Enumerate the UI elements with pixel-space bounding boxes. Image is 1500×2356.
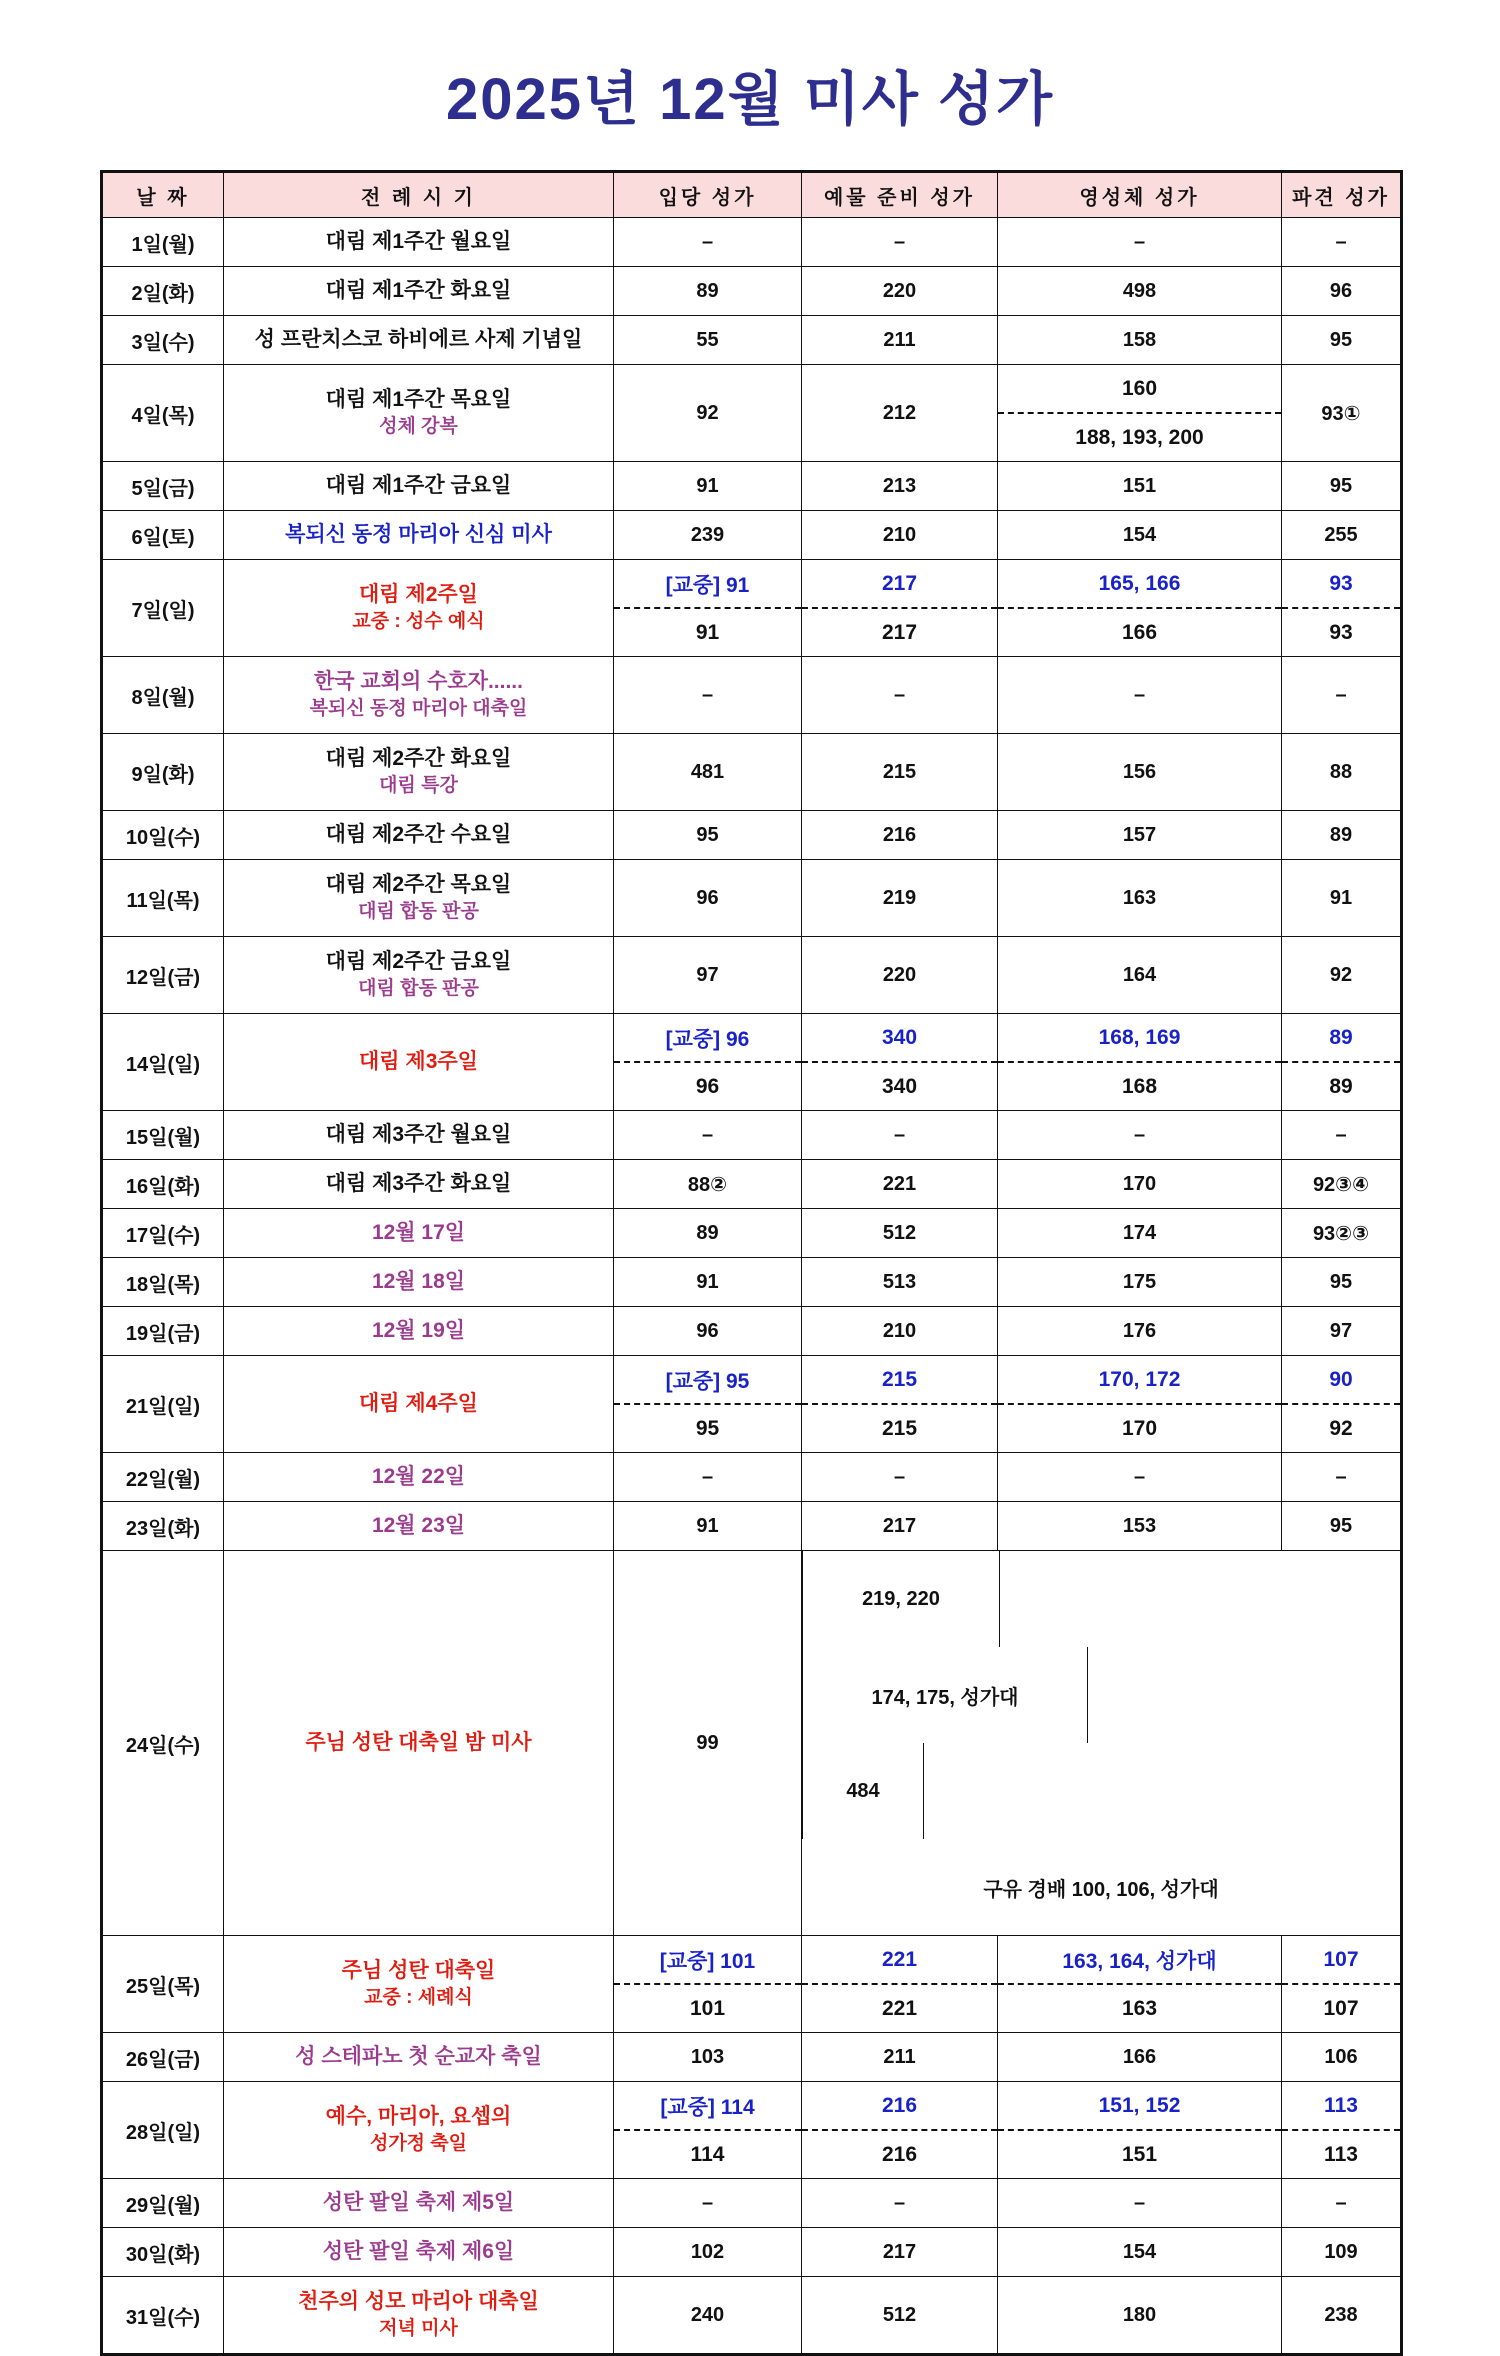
cell-date: 14일(일) [102, 1014, 224, 1111]
cell-liturgical-season [224, 1307, 614, 1356]
cell-entrance-hymn [614, 560, 802, 657]
season-main-text: 예수, 마리아, 요셉의 [325, 2105, 512, 2128]
cell-dismissal-hymn: – [1282, 2179, 1402, 2228]
season-main-text: 주님 성탄 대축일 밤 미사 [305, 1731, 532, 1755]
cell-entrance-hymn: 97 [614, 937, 802, 1014]
cell-dismissal-hymn: – [1282, 218, 1402, 267]
table-row [102, 937, 1402, 1014]
cell-liturgical-season [224, 657, 614, 734]
cell-communion-hymn: 170 [998, 1160, 1282, 1209]
cell-communion-hymn: 154 [998, 511, 1282, 560]
cell-date: 15일(월) [102, 1111, 224, 1160]
cell-dismissal-hymn [1282, 1936, 1402, 2033]
cell-entrance-hymn-main-mass: [교중] 91 [614, 560, 801, 609]
cell-communion-hymn: 174 [998, 1209, 1282, 1258]
cell-liturgical-season [224, 1551, 614, 1936]
cell-liturgical-season [224, 511, 614, 560]
cell-christmas-eve-group [802, 1551, 1402, 1936]
cell-communion-hymn: 157 [998, 811, 1282, 860]
table-row [102, 1356, 1402, 1453]
season-main-text: 대림 제3주일 [359, 1050, 478, 1074]
table-row [102, 1160, 1402, 1209]
cell-entrance-hymn: 103 [614, 2033, 802, 2082]
season-sub-text: 복되신 동정 마리아 대축일 [309, 698, 528, 720]
cell-liturgical-season [224, 2082, 614, 2179]
cell-date: 30일(화) [102, 2228, 224, 2277]
cell-date: 18일(목) [102, 1258, 224, 1307]
cell-dismissal-hymn: 95 [1282, 1258, 1402, 1307]
season-sub-text: 교중 : 성수 예식 [352, 611, 485, 633]
season-main-text: 대림 제3주간 월요일 [325, 1123, 512, 1147]
table-row [102, 1453, 1402, 1502]
cell-dismissal-hymn: – [1282, 657, 1402, 734]
cell-entrance-hymn: 55 [614, 316, 802, 365]
cell-offertory-hymn: 210 [802, 1307, 998, 1356]
cell-dismissal-hymn: 484 [802, 1743, 924, 1839]
table-row [102, 1258, 1402, 1307]
cell-offertory-hymn: 210 [802, 511, 998, 560]
cell-liturgical-season [224, 560, 614, 657]
cell-communion-hymn: – [998, 657, 1282, 734]
cell-communion-hymn: 153 [998, 1502, 1282, 1551]
cell-date: 12일(금) [102, 937, 224, 1014]
cell-communion-hymn: 156 [998, 734, 1282, 811]
cell-entrance-hymn: 88② [614, 1160, 802, 1209]
table-row [102, 1014, 1402, 1111]
cell-dismissal-hymn: 255 [1282, 511, 1402, 560]
cell-liturgical-season [224, 1356, 614, 1453]
cell-communion-hymn: 154 [998, 2228, 1282, 2277]
cell-communion-hymn: – [998, 1111, 1282, 1160]
cell-entrance-hymn [614, 1014, 802, 1111]
cell-dismissal-hymn: 106 [1282, 2033, 1402, 2082]
cell-dismissal-hymn: 91 [1282, 860, 1402, 937]
cell-offertory-hymn [802, 1014, 998, 1111]
cell-entrance-hymn: – [614, 2179, 802, 2228]
season-main-text: 대림 제2주일 [359, 583, 478, 606]
cell-offertory-hymn: – [802, 218, 998, 267]
cell-liturgical-season [224, 1111, 614, 1160]
cell-liturgical-season [224, 267, 614, 316]
cell-liturgical-season [224, 1209, 614, 1258]
cell-entrance-hymn-other-mass: 96 [695, 1074, 720, 1098]
cell-offertory-hymn: – [802, 657, 998, 734]
season-sub-text: 저녁 미사 [379, 2318, 458, 2340]
cell-communion-hymn-other-mass: 168 [1121, 1074, 1158, 1098]
cell-communion-hymn: 176 [998, 1307, 1282, 1356]
cell-dismissal-hymn-main-mass: 93 [1282, 560, 1400, 609]
cell-dismissal-hymn [1282, 560, 1402, 657]
cell-entrance-hymn [614, 1936, 802, 2033]
table-row [102, 860, 1402, 937]
cell-offertory-hymn: 512 [802, 1209, 998, 1258]
cell-date: 7일(일) [102, 560, 224, 657]
cell-dismissal-hymn-main-mass: 107 [1282, 1936, 1400, 1985]
table-row [102, 1111, 1402, 1160]
cell-entrance-hymn: – [614, 1453, 802, 1502]
cell-offertory-hymn: 219 [802, 860, 998, 937]
cell-dismissal-hymn [1282, 1014, 1402, 1111]
cell-date: 4일(목) [102, 365, 224, 462]
cell-entrance-hymn: – [614, 218, 802, 267]
cell-offertory-hymn [802, 560, 998, 657]
cell-dismissal-hymn: 95 [1282, 462, 1402, 511]
cell-offertory-hymn [802, 1936, 998, 2033]
cell-entrance-hymn: 91 [614, 462, 802, 511]
season-sub-text: 성가정 축일 [369, 2133, 468, 2155]
cell-communion-hymn: 164 [998, 937, 1282, 1014]
cell-offertory-hymn: 211 [802, 2033, 998, 2082]
season-main-text: 12월 19일 [371, 1319, 466, 1343]
cell-dismissal-hymn-other-mass: 93 [1329, 620, 1353, 644]
cell-entrance-hymn: 481 [614, 734, 802, 811]
cell-date: 29일(월) [102, 2179, 224, 2228]
cell-offertory-hymn: – [802, 1453, 998, 1502]
cell-offertory-hymn: 217 [802, 1502, 998, 1551]
table-row [102, 2033, 1402, 2082]
table-row [102, 365, 1402, 462]
season-main-text: 대림 제2주간 목요일 [325, 873, 512, 896]
cell-liturgical-season [224, 1936, 614, 2033]
cell-date: 8일(월) [102, 657, 224, 734]
cell-date: 21일(일) [102, 1356, 224, 1453]
cell-dismissal-hymn: – [1282, 1111, 1402, 1160]
cell-communion-hymn: 175 [998, 1258, 1282, 1307]
cell-entrance-hymn: – [614, 1111, 802, 1160]
cell-communion-hymn-main-mass: 170, 172 [998, 1356, 1281, 1405]
season-main-text: 대림 제1주간 금요일 [325, 474, 512, 498]
cell-entrance-hymn-main-mass: [교중] 101 [614, 1936, 801, 1985]
cell-dismissal-hymn: 238 [1282, 2277, 1402, 2355]
column-header-entrance: 입당 성가 [614, 172, 802, 218]
season-sub-text: 대림 특강 [379, 775, 458, 797]
cell-entrance-hymn-other-mass: 114 [690, 2142, 725, 2166]
cell-liturgical-season [224, 218, 614, 267]
table-body [102, 218, 1402, 2355]
cell-date: 31일(수) [102, 2277, 224, 2355]
cell-communion-hymn: – [998, 1453, 1282, 1502]
season-main-text: 성 스테파노 첫 순교자 축일 [295, 2045, 542, 2069]
cell-date: 16일(화) [102, 1160, 224, 1209]
cell-offertory-hymn-main-mass: 340 [802, 1014, 997, 1063]
cell-dismissal-hymn: 93②③ [1282, 1209, 1402, 1258]
cell-communion-hymn [998, 2082, 1282, 2179]
table-row [102, 2179, 1402, 2228]
cell-dismissal-hymn: 93① [1282, 365, 1402, 462]
cell-offertory-hymn-other-mass: 216 [881, 2142, 918, 2166]
cell-communion-hymn [998, 560, 1282, 657]
season-main-text: 12월 22일 [371, 1465, 466, 1489]
season-main-text: 대림 제3주간 화요일 [325, 1172, 512, 1196]
cell-liturgical-season [224, 1014, 614, 1111]
cell-offertory-hymn: 220 [802, 937, 998, 1014]
cell-liturgical-season [224, 937, 614, 1014]
cell-date: 24일(수) [102, 1551, 224, 1936]
cell-offertory-hymn: – [802, 1111, 998, 1160]
cell-liturgical-season [224, 462, 614, 511]
cell-dismissal-hymn: 95 [1282, 316, 1402, 365]
cell-dismissal-hymn: – [1282, 1453, 1402, 1502]
cell-date: 2일(화) [102, 267, 224, 316]
cell-communion-hymn: 180 [998, 2277, 1282, 2355]
cell-dismissal-hymn: 96 [1282, 267, 1402, 316]
cell-dismissal-hymn: 95 [1282, 1502, 1402, 1551]
cell-communion-hymn: – [998, 218, 1282, 267]
table-row [102, 1209, 1402, 1258]
cell-liturgical-season [224, 734, 614, 811]
season-main-text: 한국 교회의 수호자...... [314, 670, 523, 693]
cell-communion-hymn-other-mass: 151 [1121, 2142, 1158, 2166]
cell-communion-hymn: – [998, 2179, 1282, 2228]
cell-liturgical-season [224, 2228, 614, 2277]
season-main-text: 대림 제2주간 수요일 [325, 823, 512, 847]
cell-liturgical-season [224, 1258, 614, 1307]
table-row [102, 811, 1402, 860]
cell-offertory-hymn: 213 [802, 462, 998, 511]
cell-dismissal-hymn [1282, 1356, 1402, 1453]
cell-communion-hymn [998, 1356, 1282, 1453]
cell-communion-hymn [998, 365, 1282, 462]
table-row [102, 1502, 1402, 1551]
cell-offertory-hymn: 212 [802, 365, 998, 462]
cell-date: 11일(목) [102, 860, 224, 937]
season-sub-text: 성체 강복 [379, 416, 458, 438]
cell-dismissal-hymn: 88 [1282, 734, 1402, 811]
cell-offertory-hymn: 221 [802, 1160, 998, 1209]
season-main-text: 성 프란치스코 하비에르 사제 기념일 [254, 328, 583, 352]
cell-date: 5일(금) [102, 462, 224, 511]
cell-offertory-hymn-main-mass: 215 [802, 1356, 997, 1405]
cell-entrance-hymn [614, 1356, 802, 1453]
cell-entrance-hymn-main-mass: [교중] 114 [614, 2082, 801, 2131]
cell-communion-hymn-main: 160 [998, 365, 1281, 414]
cell-date: 22일(월) [102, 1453, 224, 1502]
cell-entrance-hymn: 96 [614, 1307, 802, 1356]
season-main-text: 12월 17일 [371, 1221, 466, 1245]
season-main-text: 12월 18일 [371, 1270, 466, 1294]
cell-liturgical-season [224, 811, 614, 860]
cell-date: 17일(수) [102, 1209, 224, 1258]
cell-offertory-hymn: 220 [802, 267, 998, 316]
season-main-text: 성탄 팔일 축제 제6일 [322, 2240, 515, 2264]
cell-entrance-hymn: 89 [614, 1209, 802, 1258]
cell-entrance-hymn: 239 [614, 511, 802, 560]
cell-entrance-hymn: 95 [614, 811, 802, 860]
cell-liturgical-season [224, 2277, 614, 2355]
cell-communion-hymn-other-mass: 170 [1121, 1416, 1158, 1440]
cell-offertory-hymn-other-mass: 215 [881, 1416, 918, 1440]
cell-communion-hymn-main-mass: 168, 169 [998, 1014, 1281, 1063]
cell-offertory-hymn: 215 [802, 734, 998, 811]
cell-offertory-hymn [802, 1356, 998, 1453]
column-header-dismissal: 파견 성가 [1282, 172, 1402, 218]
cell-dismissal-hymn-other-mass: 92 [1329, 1416, 1353, 1440]
cell-offertory-hymn: 211 [802, 316, 998, 365]
cell-offertory-hymn: 216 [802, 811, 998, 860]
cell-date: 9일(화) [102, 734, 224, 811]
cell-offertory-hymn-main-mass: 217 [802, 560, 997, 609]
cell-communion-hymn-main-mass: 165, 166 [998, 560, 1281, 609]
cell-date: 26일(금) [102, 2033, 224, 2082]
header-row [102, 172, 1402, 218]
cell-offertory-hymn [802, 2082, 998, 2179]
cell-communion-hymn: 498 [998, 267, 1282, 316]
cell-offertory-hymn-other-mass: 217 [881, 620, 918, 644]
cell-date: 3일(수) [102, 316, 224, 365]
cell-entrance-hymn: 91 [614, 1258, 802, 1307]
table-row [102, 1307, 1402, 1356]
cell-date: 10일(수) [102, 811, 224, 860]
column-header-communion: 영성체 성가 [998, 172, 1282, 218]
cell-offertory-hymn-other-mass: 340 [881, 1074, 918, 1098]
cell-dismissal-hymn: 92③④ [1282, 1160, 1402, 1209]
table-row [102, 734, 1402, 811]
season-main-text: 성탄 팔일 축제 제5일 [322, 2191, 515, 2215]
season-main-text: 대림 제2주간 금요일 [325, 950, 512, 973]
cell-date: 25일(목) [102, 1936, 224, 2033]
mass-hymn-schedule-table [100, 170, 1403, 2356]
cell-liturgical-season [224, 860, 614, 937]
cell-entrance-hymn: 102 [614, 2228, 802, 2277]
cell-dismissal-hymn-other-mass: 113 [1324, 2142, 1358, 2166]
cell-manger-adoration: 구유 경배 100, 106, 성가대 [983, 1878, 1219, 1901]
cell-liturgical-season [224, 1502, 614, 1551]
column-header-season: 전 례 시 기 [224, 172, 614, 218]
cell-communion-hymn-other-mass: 163 [1121, 1996, 1158, 2020]
season-main-text: 천주의 성모 마리아 대축일 [298, 2290, 539, 2313]
cell-entrance-hymn: 89 [614, 267, 802, 316]
season-main-text: 대림 제4주일 [359, 1392, 478, 1416]
cell-offertory-hymn-main-mass: 216 [802, 2082, 997, 2131]
table-row [102, 462, 1402, 511]
cell-liturgical-season [224, 2179, 614, 2228]
cell-date: 6일(토) [102, 511, 224, 560]
cell-offertory-hymn-main-mass: 221 [802, 1936, 997, 1985]
cell-dismissal-hymn-main-mass: 90 [1282, 1356, 1400, 1405]
cell-offertory-hymn: 217 [802, 2228, 998, 2277]
cell-communion-hymn-main-mass: 151, 152 [998, 2082, 1281, 2131]
cell-date: 1일(월) [102, 218, 224, 267]
table-row [102, 2082, 1402, 2179]
cell-liturgical-season [224, 316, 614, 365]
cell-dismissal-hymn: 109 [1282, 2228, 1402, 2277]
season-main-text: 복되신 동정 마리아 신심 미사 [285, 523, 552, 547]
cell-offertory-hymn-other-mass: 221 [881, 1996, 918, 2020]
cell-offertory-hymn: 219, 220 [802, 1551, 1000, 1647]
cell-communion-hymn: 166 [998, 2033, 1282, 2082]
cell-offertory-hymn: – [802, 2179, 998, 2228]
cell-offertory-hymn: 512 [802, 2277, 998, 2355]
cell-entrance-hymn: 96 [614, 860, 802, 937]
cell-entrance-hymn [614, 2082, 802, 2179]
column-header-offertory: 예물 준비 성가 [802, 172, 998, 218]
season-sub-text: 대림 합동 판공 [358, 978, 479, 1000]
cell-dismissal-hymn: 92 [1282, 937, 1402, 1014]
table-row [102, 1551, 1402, 1936]
season-main-text: 12월 23일 [371, 1514, 466, 1538]
cell-liturgical-season [224, 1160, 614, 1209]
cell-communion-hymn-benediction: 188, 193, 200 [1075, 425, 1204, 449]
season-main-text: 대림 제2주간 화요일 [325, 747, 512, 770]
cell-dismissal-hymn-other-mass: 107 [1323, 1996, 1359, 2020]
cell-dismissal-hymn [1282, 2082, 1402, 2179]
season-main-text: 대림 제1주간 목요일 [325, 388, 512, 411]
cell-dismissal-hymn: 89 [1282, 811, 1402, 860]
cell-date: 23일(화) [102, 1502, 224, 1551]
page-title: 2025년 12월 미사 성가 [445, 67, 1055, 132]
table-header [102, 172, 1402, 218]
cell-entrance-hymn-other-mass: 95 [695, 1416, 720, 1440]
column-header-date: 날 짜 [102, 172, 224, 218]
table-row [102, 2277, 1402, 2355]
cell-communion-hymn: 174, 175, 성가대 [802, 1647, 1088, 1743]
cell-liturgical-season [224, 365, 614, 462]
table-row [102, 1936, 1402, 2033]
cell-communion-hymn: 163 [998, 860, 1282, 937]
cell-entrance-hymn: 99 [614, 1551, 802, 1936]
cell-entrance-hymn: – [614, 657, 802, 734]
cell-entrance-hymn-other-mass: 91 [695, 620, 720, 644]
table-row [102, 657, 1402, 734]
cell-date: 19일(금) [102, 1307, 224, 1356]
cell-entrance-hymn-main-mass: [교중] 95 [614, 1356, 801, 1405]
table-row [102, 511, 1402, 560]
table-row [102, 560, 1402, 657]
table-row [102, 316, 1402, 365]
cell-entrance-hymn-main-mass: [교중] 96 [614, 1014, 801, 1063]
cell-liturgical-season [224, 1453, 614, 1502]
cell-communion-hymn-other-mass: 166 [1121, 620, 1158, 644]
cell-entrance-hymn: 91 [614, 1502, 802, 1551]
season-sub-text: 교중 : 세례식 [364, 1987, 473, 2009]
cell-entrance-hymn: 92 [614, 365, 802, 462]
cell-communion-hymn [998, 1014, 1282, 1111]
table-row [102, 218, 1402, 267]
cell-liturgical-season [224, 2033, 614, 2082]
cell-offertory-hymn: 513 [802, 1258, 998, 1307]
cell-communion-hymn [998, 1936, 1282, 2033]
cell-dismissal-hymn-main-mass: 113 [1282, 2082, 1400, 2131]
cell-entrance-hymn: 240 [614, 2277, 802, 2355]
cell-dismissal-hymn: 97 [1282, 1307, 1402, 1356]
cell-entrance-hymn-other-mass: 101 [689, 1996, 726, 2020]
table-row [102, 267, 1402, 316]
season-sub-text: 대림 합동 판공 [358, 901, 479, 923]
cell-communion-hymn: 151 [998, 462, 1282, 511]
season-main-text: 대림 제1주간 월요일 [325, 230, 512, 254]
season-main-text: 주님 성탄 대축일 [341, 1959, 496, 1982]
cell-communion-hymn-main-mass: 163, 164, 성가대 [998, 1936, 1281, 1985]
cell-communion-hymn: 158 [998, 316, 1282, 365]
schedule-table-wrap [100, 170, 1400, 2356]
cell-dismissal-hymn-other-mass: 89 [1329, 1074, 1353, 1098]
season-main-text: 대림 제1주간 화요일 [325, 279, 512, 303]
cell-dismissal-hymn-main-mass: 89 [1282, 1014, 1400, 1063]
table-row [102, 2228, 1402, 2277]
cell-date: 28일(일) [102, 2082, 224, 2179]
